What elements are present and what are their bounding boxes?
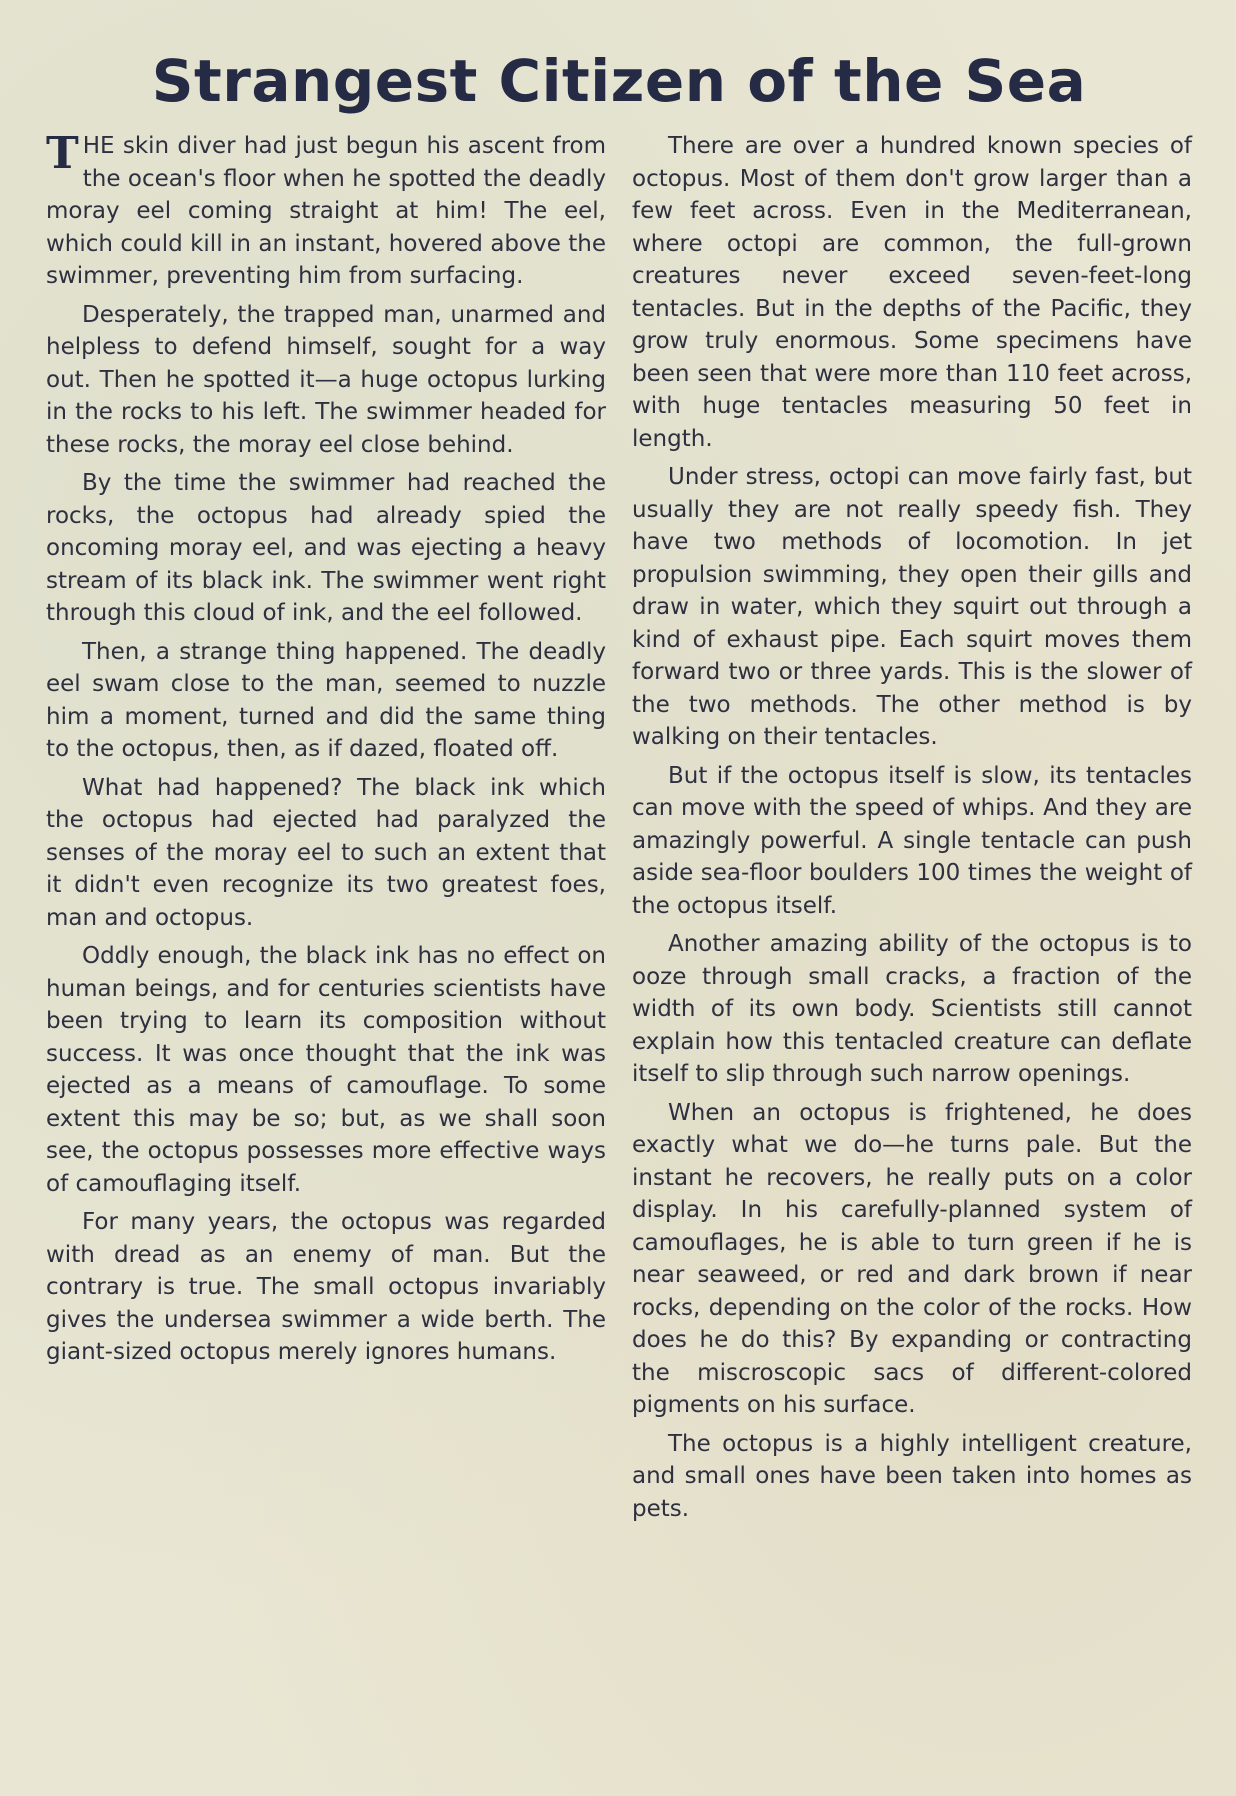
article-title: Strangest Citizen of the Sea [151, 47, 1087, 115]
paragraph: Oddly enough, the black ink has no effect on human beings, and for centuries scientists have been trying to learn its composition without success. It was once thought that the ink was ejected as a means of camouflage. To some extent this may be so; but, as we shall soon see, the octopus possesses more effective ways of camouflaging itself. [46, 943, 606, 1197]
left-column [46, 130, 606, 1531]
paragraph: When an octopus is frightened, he does exactly what we do—he turns pale. But the instant he recovers, he really puts on a color display. In his carefully-planned system of camouflages, he is able to turn green if he is near seaweed, or red and dark brown if near rocks, depending on the color of the rocks. How does he do this? By expanding or contracting the miscroscopic sacs of different-colored pigments on his surface. [632, 1099, 1192, 1418]
paragraph: For many years, the octopus was regarded with dread as an enemy of man. But the contrary is true. The small octopus invariably gives the undersea swimmer a wide berth. The giant-sized octopus merely ignores humans. [46, 1209, 606, 1365]
right-column [632, 130, 1192, 1531]
paragraph [46, 130, 606, 293]
drop-cap: T [46, 128, 79, 179]
paragraph: Desperately, the trapped man, unarmed and helpless to defend himself, sought for a way out. Then he spotted it—a huge octopus lurking in the rocks to his left. The swimmer headed for these rocks, the moray eel close behind. [46, 301, 606, 458]
paragraph: Another amazing ability of the octopus is to ooze through small cracks, a fraction of the width of its own body. Scientists still cannot explain how this tentacled creature can deflate itself to slip through such narrow openings. [632, 931, 1192, 1087]
paragraph: What had happened? The black ink which the octopus had ejected had paralyzed the senses of the moray eel to such an extent that it didn't even recognize its two greatest foes, man and octopus. [46, 774, 606, 931]
paragraph: The octopus is a highly intelligent creature, and small ones have been taken into homes as pets. [632, 1430, 1192, 1522]
paragraph: There are over a hundred known species of octopus. Most of them don't grow larger than a few feet across. Even in the Mediterranean, where octopi are common, the full-grown creatures never exceed seven-feet-long tentacles. But in the depths of the Pacific, they grow truly enormous. Some specimens have been seen that were more than 110 feet across, with huge tentacles measuring 50 feet in length. [632, 133, 1192, 452]
paragraph: By the time the swimmer had reached the rocks, the octopus had already spied the oncoming moray eel, and was ejecting a heavy stream of its black ink. The swimmer went right through this cloud of ink, and the eel followed. [46, 470, 606, 626]
paragraph-text: HE skin diver had just begun his ascent from the ocean's floor when he spotted the deadly moray eel coming straight at him! The eel, which could kill in an instant, hovered above the swimmer, preventing him from surfacing. [46, 133, 606, 289]
paragraph: Then, a strange thing happened. The deadly eel swam close to the man, seemed to nuzzle him a moment, turned and did the same thing to the octopus, then, as if dazed, floated off. [46, 638, 606, 762]
paragraph: But if the octopus itself is slow, its tentacles can move with the speed of whips. And they are amazingly powerful. A single tentacle can push aside sea-floor boulders 100 times the weight of the octopus itself. [632, 762, 1192, 919]
paragraph: Under stress, octopi can move fairly fast, but usually they are not really speedy fish. They have two methods of locomotion. In jet propulsion swimming, they open their gills and draw in water, which they squirt out through a kind of exhaust pipe. Each squirt moves them forward two or three yards. This is the slower of the two methods. The other method is by walking on their tentacles. [632, 464, 1192, 750]
article-columns [46, 130, 1192, 1531]
